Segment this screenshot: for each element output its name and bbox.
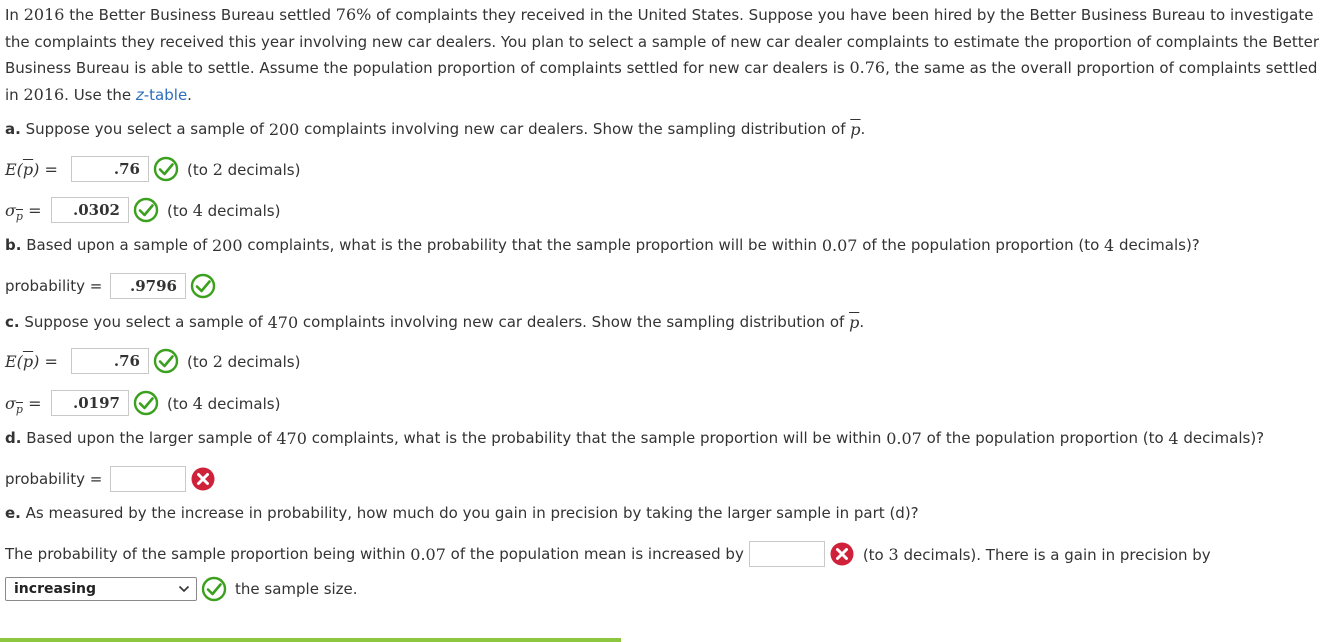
part-b-probability-row xyxy=(5,271,216,301)
question-text: complaints involving new car dealers. Show the sampling distribution of xyxy=(298,313,850,331)
decimals-hint: (to 4 decimals) xyxy=(167,393,281,413)
precision-select[interactable] xyxy=(5,577,197,601)
intro-text: of complaints they received in the United States. Suppose you have been hired by the Better Business Bureau to investigate the complaints they received this year involving new car dealers. You plan to select a sample of new car dealer complaints to estimate the proportion of complaints the Better Business Bureau is able to settle. Assume the population proportion of complaints settled for new car dealers is xyxy=(5,6,1320,77)
z-table-link-text: -table xyxy=(143,85,188,104)
question-text: complaints involving new car dealers. Show the sampling distribution of xyxy=(299,120,851,138)
part-c-expected-row xyxy=(5,346,300,376)
intro-percent: 76% xyxy=(335,5,372,24)
p-bar-symbol: $\overline{p}$ xyxy=(850,119,861,139)
intro-text: . xyxy=(187,85,192,104)
margin-value: 0.07 xyxy=(886,428,922,448)
part-a-question xyxy=(5,114,865,144)
check-circle-icon xyxy=(153,348,179,374)
sample-size: 200 xyxy=(268,119,300,139)
expected-value-input[interactable]: .76 xyxy=(71,156,149,182)
answer-text: the sample size. xyxy=(235,580,358,598)
question-text: As measured by the increase in probability, how much do you gain in precision by taking the larger sample in part (d)? xyxy=(20,504,919,522)
chevron-down-icon xyxy=(178,585,190,593)
check-circle-icon xyxy=(190,273,216,299)
std-dev-input[interactable]: .0302 xyxy=(51,197,129,223)
part-c-stddev-row xyxy=(5,388,280,418)
part-label: a. xyxy=(5,120,21,138)
precision-select-value: increasing xyxy=(14,581,97,597)
question-text: decimals)? xyxy=(1178,429,1265,447)
probability-label: probability = xyxy=(5,470,103,488)
check-circle-icon xyxy=(201,576,227,602)
answer-text: The probability of the sample proportion being within xyxy=(5,545,411,563)
probability-input[interactable] xyxy=(110,466,186,492)
decimals-hint: (to 2 decimals) xyxy=(187,159,301,179)
expected-value-label: $E(\overline{p})$ = xyxy=(5,351,58,371)
expected-value-label: $E(\overline{p})$ = xyxy=(5,159,58,179)
question-text: . xyxy=(860,120,866,138)
sample-size: 470 xyxy=(267,312,299,332)
decimals-hint: (to 2 decimals) xyxy=(187,351,301,371)
z-table-link[interactable] xyxy=(136,86,187,104)
precision-gain-input[interactable] xyxy=(749,541,825,567)
intro-year: 2016 xyxy=(23,5,65,24)
question-text: Suppose you select a sample of xyxy=(20,120,269,138)
decimals-hint: (to 3 decimals). There is a gain in precision by xyxy=(862,544,1211,564)
part-a-expected-row xyxy=(5,154,300,184)
part-c-question xyxy=(5,307,864,337)
check-circle-icon xyxy=(133,390,159,416)
question-text: complaints, what is the probability that the sample proportion will be within xyxy=(306,429,887,447)
sample-size: 470 xyxy=(276,428,307,448)
intro-text: , the same as the overall proportion of complaints settled in xyxy=(5,59,1318,104)
check-circle-icon xyxy=(153,156,179,182)
expected-value-input[interactable]: .76 xyxy=(71,348,149,374)
question-text: of the population proportion (to xyxy=(857,236,1105,254)
intro-text: In xyxy=(5,6,24,24)
p-bar-symbol: $\overline{p}$ xyxy=(849,312,860,332)
decimals-count: 4 xyxy=(1168,428,1179,448)
part-a-stddev-row xyxy=(5,195,280,225)
question-text: Based upon a sample of xyxy=(21,236,212,254)
intro-year: 2016 xyxy=(23,84,65,104)
x-circle-icon xyxy=(829,541,855,567)
part-d-probability-row xyxy=(5,464,216,494)
part-b-question xyxy=(5,230,1200,260)
std-dev-label: $\sigma_{\overline{p}}$ = xyxy=(5,200,42,223)
part-e-answer-row xyxy=(5,539,1211,569)
intro-proportion: 0.76 xyxy=(849,58,886,77)
part-e-question xyxy=(5,498,919,528)
probability-input[interactable]: .9796 xyxy=(110,273,186,299)
problem-intro xyxy=(5,2,1320,108)
part-label: e. xyxy=(5,504,21,522)
x-circle-icon xyxy=(190,466,216,492)
probability-label: probability = xyxy=(5,277,103,295)
decimals-count: 4 xyxy=(1104,235,1115,255)
intro-text: the Better Business Bureau settled xyxy=(64,6,336,24)
part-label: d. xyxy=(5,429,22,447)
answer-text: of the population mean is increased by xyxy=(445,545,744,563)
part-d-question xyxy=(5,423,1264,453)
margin-value: 0.07 xyxy=(821,235,858,255)
z-table-link-z: z xyxy=(135,85,144,104)
question-text: complaints, what is the probability that the sample proportion will be within xyxy=(242,236,822,254)
decimals-hint: (to 4 decimals) xyxy=(167,200,281,220)
part-label: c. xyxy=(5,313,20,331)
question-text: Suppose you select a sample of xyxy=(19,313,268,331)
std-dev-input[interactable]: .0197 xyxy=(51,390,129,416)
question-text: Based upon the larger sample of xyxy=(21,429,277,447)
question-text: . xyxy=(859,313,865,331)
check-circle-icon xyxy=(133,197,159,223)
question-text: of the population proportion (to xyxy=(921,429,1169,447)
std-dev-label: $\sigma_{\overline{p}}$ = xyxy=(5,393,42,416)
part-label: b. xyxy=(5,236,22,254)
progress-divider xyxy=(0,638,621,642)
part-e-select-row xyxy=(5,574,358,604)
intro-text: . Use the xyxy=(64,85,136,104)
question-text: decimals)? xyxy=(1114,236,1200,254)
margin-value: 0.07 xyxy=(410,544,446,564)
sample-size: 200 xyxy=(212,235,243,255)
